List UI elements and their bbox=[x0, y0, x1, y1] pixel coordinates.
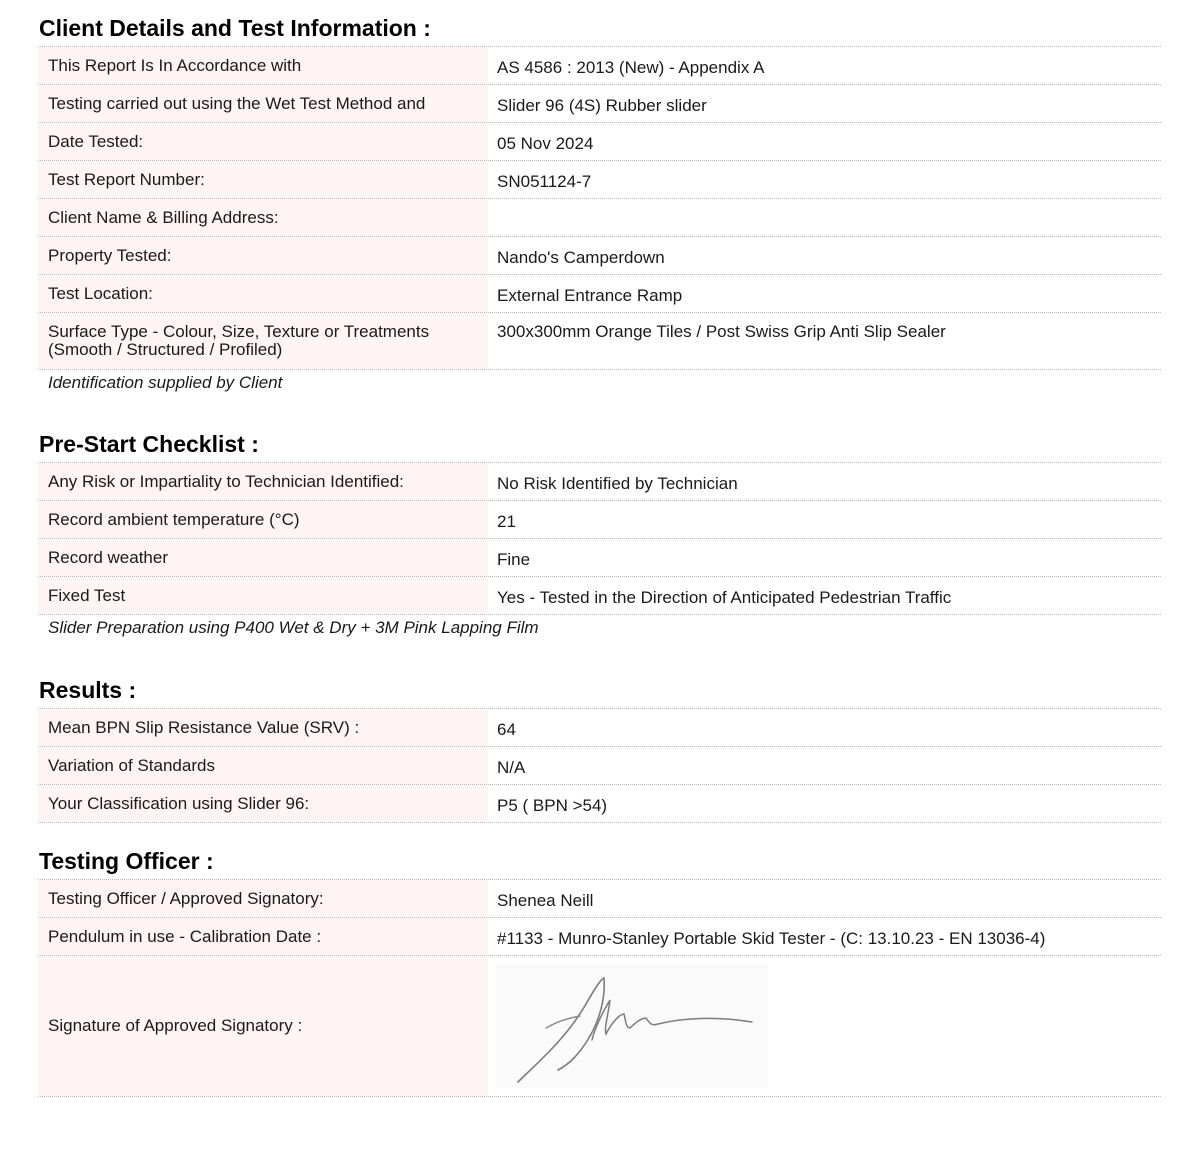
label-variation: Variation of Standards bbox=[38, 747, 488, 784]
row-surface-type bbox=[38, 313, 1161, 370]
value-property-tested: Nando's Camperdown bbox=[497, 248, 665, 267]
label-report-number: Test Report Number: bbox=[38, 161, 488, 198]
client-details-title: Client Details and Test Information : bbox=[39, 15, 431, 41]
label-temperature: Record ambient temperature (°C) bbox=[38, 501, 488, 538]
row-property-tested bbox=[38, 237, 1161, 275]
row-standard bbox=[38, 47, 1161, 85]
label-signature: Signature of Approved Signatory : bbox=[38, 956, 488, 1096]
label-weather: Record weather bbox=[38, 539, 488, 576]
value-surface-type: 300x300mm Orange Tiles / Post Swiss Grip Anti Slip Sealer bbox=[497, 322, 946, 341]
prestart-table bbox=[38, 462, 1161, 615]
row-pendulum bbox=[38, 918, 1161, 956]
value-mean-bpn: 64 bbox=[497, 720, 516, 739]
officer-table bbox=[38, 879, 1161, 1097]
label-mean-bpn: Mean BPN Slip Resistance Value (SRV) : bbox=[38, 709, 488, 746]
slider-preparation-note: Slider Preparation using P400 Wet & Dry + 3M Pink Lapping Film bbox=[48, 618, 539, 637]
value-client-name bbox=[488, 199, 1161, 236]
label-testing-officer: Testing Officer / Approved Signatory: bbox=[38, 880, 488, 917]
row-date-tested bbox=[38, 123, 1161, 161]
label-standard: This Report Is In Accordance with bbox=[38, 47, 488, 84]
row-test-method bbox=[38, 85, 1161, 123]
row-risk bbox=[38, 463, 1161, 501]
value-pendulum: #1133 - Munro-Stanley Portable Skid Tester - (C: 13.10.23 - EN 13036-4) bbox=[497, 929, 1046, 948]
row-report-number bbox=[38, 161, 1161, 199]
row-signature bbox=[38, 956, 1161, 1097]
value-risk: No Risk Identified by Technician bbox=[497, 474, 738, 493]
signature-icon bbox=[496, 964, 768, 1088]
label-surface-type-line2: (Smooth / Structured / Profiled) bbox=[48, 340, 283, 359]
label-surface-type-line1: Surface Type - Colour, Size, Texture or Treatments bbox=[48, 322, 430, 341]
client-details-table bbox=[38, 46, 1161, 370]
label-date-tested: Date Tested: bbox=[38, 123, 488, 160]
value-testing-officer: Shenea Neill bbox=[497, 891, 594, 910]
value-date-tested: 05 Nov 2024 bbox=[497, 134, 594, 153]
officer-section bbox=[38, 847, 1161, 1097]
label-surface-type bbox=[38, 313, 488, 369]
officer-title: Testing Officer : bbox=[39, 848, 214, 874]
value-weather: Fine bbox=[497, 550, 531, 569]
row-temperature bbox=[38, 501, 1161, 539]
row-mean-bpn bbox=[38, 709, 1161, 747]
row-test-location bbox=[38, 275, 1161, 313]
value-standard: AS 4586 : 2013 (New) - Appendix A bbox=[497, 58, 765, 77]
results-title: Results : bbox=[39, 677, 137, 703]
row-testing-officer bbox=[38, 880, 1161, 918]
client-identification-note: Identification supplied by Client bbox=[48, 373, 283, 392]
value-classification: P5 ( BPN >54) bbox=[497, 796, 608, 815]
value-test-location: External Entrance Ramp bbox=[497, 286, 683, 305]
label-classification: Your Classification using Slider 96: bbox=[38, 785, 488, 822]
row-client-name bbox=[38, 199, 1161, 237]
prestart-section bbox=[38, 430, 1161, 637]
client-details-section bbox=[38, 14, 1161, 392]
value-variation: N/A bbox=[497, 758, 526, 777]
label-pendulum: Pendulum in use - Calibration Date : bbox=[38, 918, 488, 955]
value-temperature: 21 bbox=[497, 512, 516, 531]
prestart-title: Pre-Start Checklist : bbox=[39, 431, 259, 457]
value-test-method: Slider 96 (4S) Rubber slider bbox=[497, 96, 707, 115]
value-fixed-test: Yes - Tested in the Direction of Anticipated Pedestrian Traffic bbox=[497, 588, 952, 607]
row-weather bbox=[38, 539, 1161, 577]
label-test-method: Testing carried out using the Wet Test Method and bbox=[38, 85, 488, 122]
results-section bbox=[38, 676, 1161, 823]
label-test-location: Test Location: bbox=[38, 275, 488, 312]
label-fixed-test: Fixed Test bbox=[38, 577, 488, 614]
label-risk: Any Risk or Impartiality to Technician Identified: bbox=[38, 463, 488, 500]
label-client-name: Client Name & Billing Address: bbox=[38, 199, 488, 236]
label-property-tested: Property Tested: bbox=[38, 237, 488, 274]
signature-cell bbox=[488, 956, 1161, 1096]
row-classification bbox=[38, 785, 1161, 823]
row-fixed-test bbox=[38, 577, 1161, 615]
signature-image bbox=[496, 964, 768, 1088]
value-report-number: SN051124-7 bbox=[497, 172, 592, 191]
results-table bbox=[38, 708, 1161, 823]
row-variation bbox=[38, 747, 1161, 785]
